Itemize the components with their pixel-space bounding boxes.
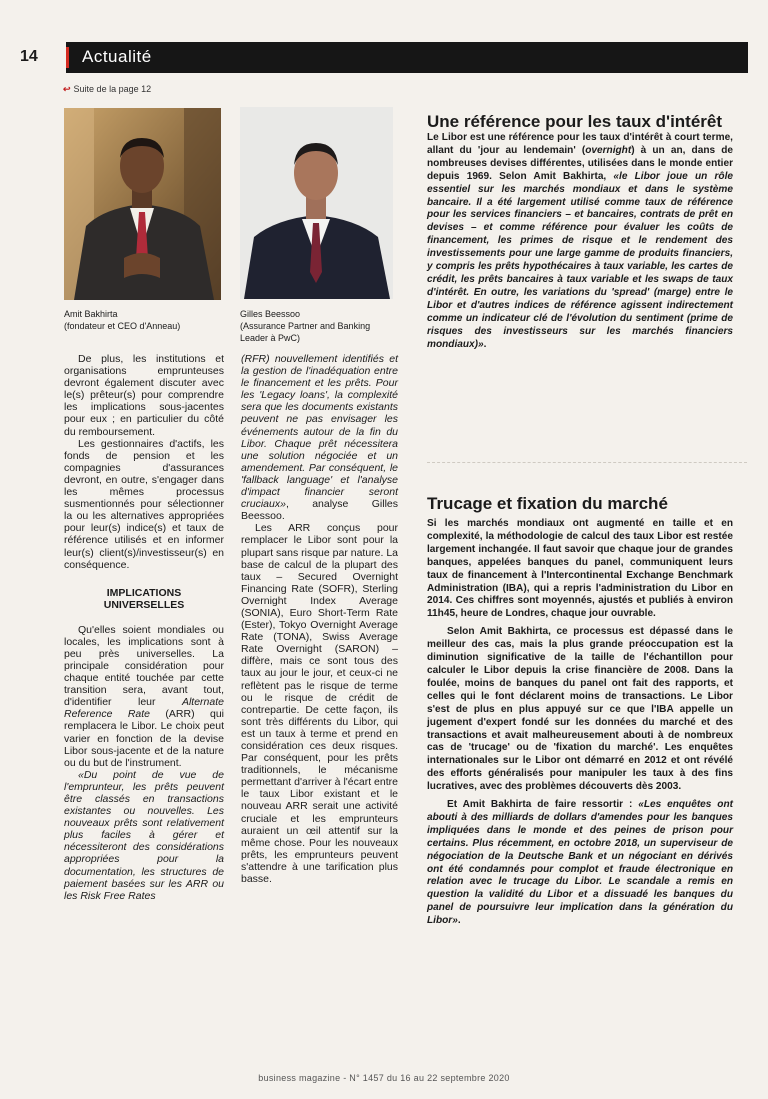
section-divider [427, 462, 747, 463]
section-body [427, 518, 733, 928]
sidebar-section-reference [427, 111, 733, 351]
arrow-icon: ↩ [63, 84, 71, 94]
photo-gilles-beessoo [240, 107, 393, 299]
photo-caption: Gilles Beessoo (Assurance Partner and Banking Leader à PwC) [240, 309, 371, 343]
text-run: . [457, 915, 461, 927]
section-accent-mark [66, 47, 69, 68]
section-body [427, 132, 733, 351]
text-run-italic: overnight [585, 144, 632, 156]
portrait-image [240, 107, 393, 299]
continued-note [63, 84, 151, 95]
photo-caption: Amit Bakhirta (fondateur et CEO d'Anneau) [64, 309, 181, 331]
article-column-left [64, 353, 224, 902]
sidebar-section-rigging [427, 493, 733, 928]
article-column-middle [241, 353, 398, 885]
text-run-italic: «le Libor joue un rôle essentiel sur les marchés mondiaux et dans le système bancaire. Il a été largement utilisé comme taux de référence pour les services financiers – et bancaires, contrats de prêt en devises – et comme référence pour évaluer les coûts de financement, les primes de risque et le rendement des investissements pour une large gamme de produits financiers, y compris les prêts hypothécaires à taux variable, les cartes de crédit, les prêts bancaires à taux variable et les swaps de taux d'intérêt. En outre, les variations du 'spread' (marge) entre le Libor et d'autres indices de référence agissent indirectement comme un indicateur clé de l'évolution du sentiment (prime de risques des investisseurs sur les marchés financiers mondiaux)» [427, 170, 733, 350]
text-run: , analyse Gilles Beessoo. [241, 498, 398, 523]
page-footer: business magazine - N° 1457 du 16 au 22 septembre 2020 [258, 1073, 510, 1083]
text-run: Qu'elles soient mondiales ou locales, les implications sont à peu près universelles. La principale considération pour chaque entité touchée par cette transition sera, avant tout, d'identifier leur [64, 623, 224, 709]
text-run-italic: «Du point de vue de l'emprunteur, les prêts peuvent être classés en transactions existantes ou nouvelles. Les nouveaux prêts sont relativement plus faciles à gérer et nécessiteront des considérations appropriées pour la documentation, les structures de paiement basées sur les ARR ou les Risk Free Rates [64, 768, 224, 902]
text-run-italic: «Les enquêtes ont abouti à des milliards de dollars d'amendes pour les banques impliquées dans le monde et des peines de prison pour certains. Plus récemment, en octobre 2018, un superviseur de négociation de la Deutsche Bank et un négociant en dérivés ont été condamnés pour complot et fraude électronique en relation avec le trucage du Libor. Le scandale a remis en question la validité du Libor et a dissuadé les banques du panel de poursuivre leur implication dans la génération du Libor» [427, 799, 733, 927]
quote-paragraph [64, 769, 224, 902]
page-number: 14 [20, 48, 38, 65]
text-run-italic: (RFR) nouvellement identifiés et la gestion de l'inadéquation entre le financement et les prêts. Pour les 'Legacy loans', la complexité sera que les documents existants peuvent ne pas envisager les événements autour de la fin du Libor. Chaque prêt nécessitera une solution négociée et un amendement. Par conséquent, le 'fallback language' et l'analyse d'impact financier seront cruciaux» [241, 353, 398, 511]
section-heading: Une référence pour les taux d'intérêt [427, 112, 723, 131]
text-run: . [483, 338, 487, 350]
photo-amit-bakhirta [64, 108, 221, 300]
paragraph [427, 799, 733, 928]
paragraph: Selon Amit Bakhirta, ce processus est dépassé dans le meilleur des cas, mais la plus grande préoccupation est la diminution significative de la taille de l'échantillon pour calculer le Libor depuis la crise financière de 2008. Dans la foulée, moins de banques du panel ont fait des rapports, et celles qui le font déclarent moins de transactions. Le Libor s'est de plus en plus appuyé sur ce que l'IBA appelle un jugement d'expert fondé sur les données du marché et des transactions et avait malheureusement abouti à de nombreux cas de 'trucage' ou de 'fixation du marché'. Les enquêtes internationales sur le Libor ont démarré en 2012 et ont révélé des efforts généralisés pour manipuler les taux à des fins lucratives, avec des problèmes découverts dès 2003. [427, 626, 733, 793]
continued-text: Suite de la page 12 [73, 84, 152, 94]
paragraph: Les gestionnaires d'actifs, les fonds de pension et les compagnies d'assurances devront, en outre, s'engager dans les mêmes processus susmentionnés pour sélectionner la ou les alternatives appropriées pour leur(s) indice(s) et taux de référence utilisés et en informer leur(s) client(s)/investisseur(s) en conséquence. [64, 437, 224, 571]
text-run: Et Amit Bakhirta de faire ressortir : [447, 799, 639, 811]
paragraph: De plus, les institutions et organisations emprunteuses devront également discuter avec le(s) prêteur(s) pour comprendre les implications sous-jacentes pour eux ; en particulier du côté du remboursement. [64, 353, 224, 438]
text-run: (ARR) qui remplacera le Libor. Le choix peut varier en fonction de la devise Libor sous-jacente et de la nature ou du but de l'instrument. [64, 708, 224, 769]
paragraph [64, 624, 224, 769]
portrait-image [64, 108, 221, 300]
text-run: Le Libor est une référence pour les taux d'intérêt à court terme, allant du 'jour au lendemain' ( [427, 132, 733, 156]
text-run-italic: Alternate Reference Rate [64, 696, 224, 721]
paragraph: Les ARR conçus pour remplacer le Libor sont pour la plupart sans risque par nature. La base de calcul de la plupart des taux – Secured Overnight Financing Rate (SOFR), Sterling Overnight Index Average (SONIA), Euro Short-Term Rate (Ester), Tokyo Overnight Average Rate (TONA), Swiss Average Rate Overnight (SARON) – diffère, mais ce sont tous des taux au jour le jour, et ceux-ci ne reflètent pas le risque de terme ou le risque de crédit de contrepartie. De cette façon, ils sont très différents du Libor, qui est un taux à terme et prend en considération ces deux risques. Par conséquent, pour les prêts traditionnels, le mécanisme permettant d'arriver à l'écart entre le taux Libor existant et le nouveau ARR serait une activité cruciale et les emprunteurs auraient un œil attentif sur la même chose. Pour les nouveaux prêts, les emprunteurs peuvent s'attendre à une tarification plus basse. [241, 522, 399, 886]
section-heading: Trucage et fixation du marché [427, 494, 668, 513]
text-run: ) à un an, dans de nombreuses devises différentes, utilisées dans le monde entier depuis 1969. Selon Amit Bakhirta, [427, 144, 733, 182]
quote-paragraph [241, 353, 398, 522]
section-title: Actualité [82, 47, 152, 66]
subheading: IMPLICATIONS UNIVERSELLES [103, 586, 185, 612]
paragraph [427, 132, 733, 351]
paragraph: Si les marchés mondiaux ont augmenté en taille et en complexité, la méthodologie de calcul des taux Libor est restée largement inchangée. Il faut savoir que chaque jour de grandes banques, appelées banques du panel, communiquent leurs taux de financement à l'Intercontinental Exchange Benchmark Administration (IBA), qui a repris l'administration du Libor en 2014. Ces chiffres sont moyennés, ajustés et publiés à environ 11h45, heure de Londres, chaque jour ouvrable. [427, 518, 733, 620]
section-header-bar [66, 42, 748, 73]
